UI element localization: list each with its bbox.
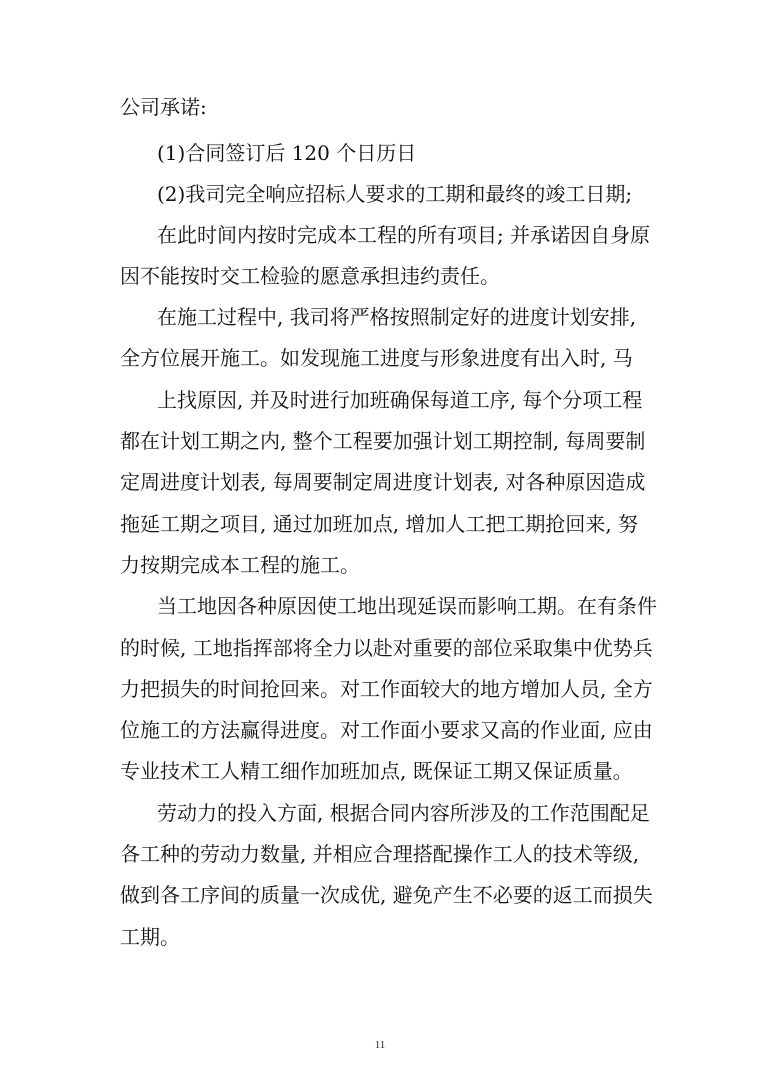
- text-line: 专业技术工人精工细作加班加点, 既保证工期又保证质量。: [120, 759, 633, 783]
- text-line: 在此时间内按时完成本工程的所有项目; 并承诺因自身原: [157, 223, 651, 247]
- text-line: 全方位展开施工。如发现施工进度与形象进度有出入时, 马: [120, 346, 633, 370]
- text-line: 拖延工期之项目, 通过加班加点, 增加人工把工期抢回来, 努: [120, 512, 639, 536]
- text-line: 因不能按时交工检验的愿意承担违约责任。: [120, 264, 500, 288]
- text-line: 都在计划工期之内, 整个工程要加强计划工期控制, 每周要制: [120, 429, 646, 453]
- text-line: 当工地因各种原因使工地出现延误而影响工期。在有条件: [157, 594, 657, 618]
- text-line: 做到各工序间的质量一次成优, 避免产生不必要的返工而损失: [120, 883, 653, 907]
- text-line: 在施工过程中, 我司将严格按照制定好的进度计划安排,: [157, 305, 637, 329]
- text-line: (2)我司完全响应招标人要求的工期和最终的竣工日期;: [157, 182, 633, 206]
- text-line: 位施工的方法赢得进度。对工作面小要求又高的作业面, 应由: [120, 718, 653, 742]
- text-line: (1)合同签订后 120 个日历日: [157, 141, 417, 165]
- text-line: 力按期完成本工程的施工。: [120, 553, 360, 577]
- text-line: 力把损失的时间抢回来。对工作面较大的地方增加人员, 全方: [120, 677, 653, 701]
- text-line: 定周进度计划表, 每周要制定周进度计划表, 对各种原因造成: [120, 470, 646, 494]
- text-line: 上找原因, 并及时进行加班确保每道工序, 每个分项工程: [157, 388, 643, 412]
- text-line: 公司承诺:: [120, 95, 207, 119]
- text-line: 的时候, 工地指挥部将全力以赴对重要的部位采取集中优势兵: [120, 636, 653, 660]
- text-line: 劳动力的投入方面, 根据合同内容所涉及的工作范围配足: [157, 801, 650, 825]
- text-line: 工期。: [120, 925, 180, 949]
- text-line: 各工种的劳动力数量, 并相应合理搭配操作工人的技术等级,: [120, 842, 640, 866]
- page-number: 11: [374, 1039, 386, 1051]
